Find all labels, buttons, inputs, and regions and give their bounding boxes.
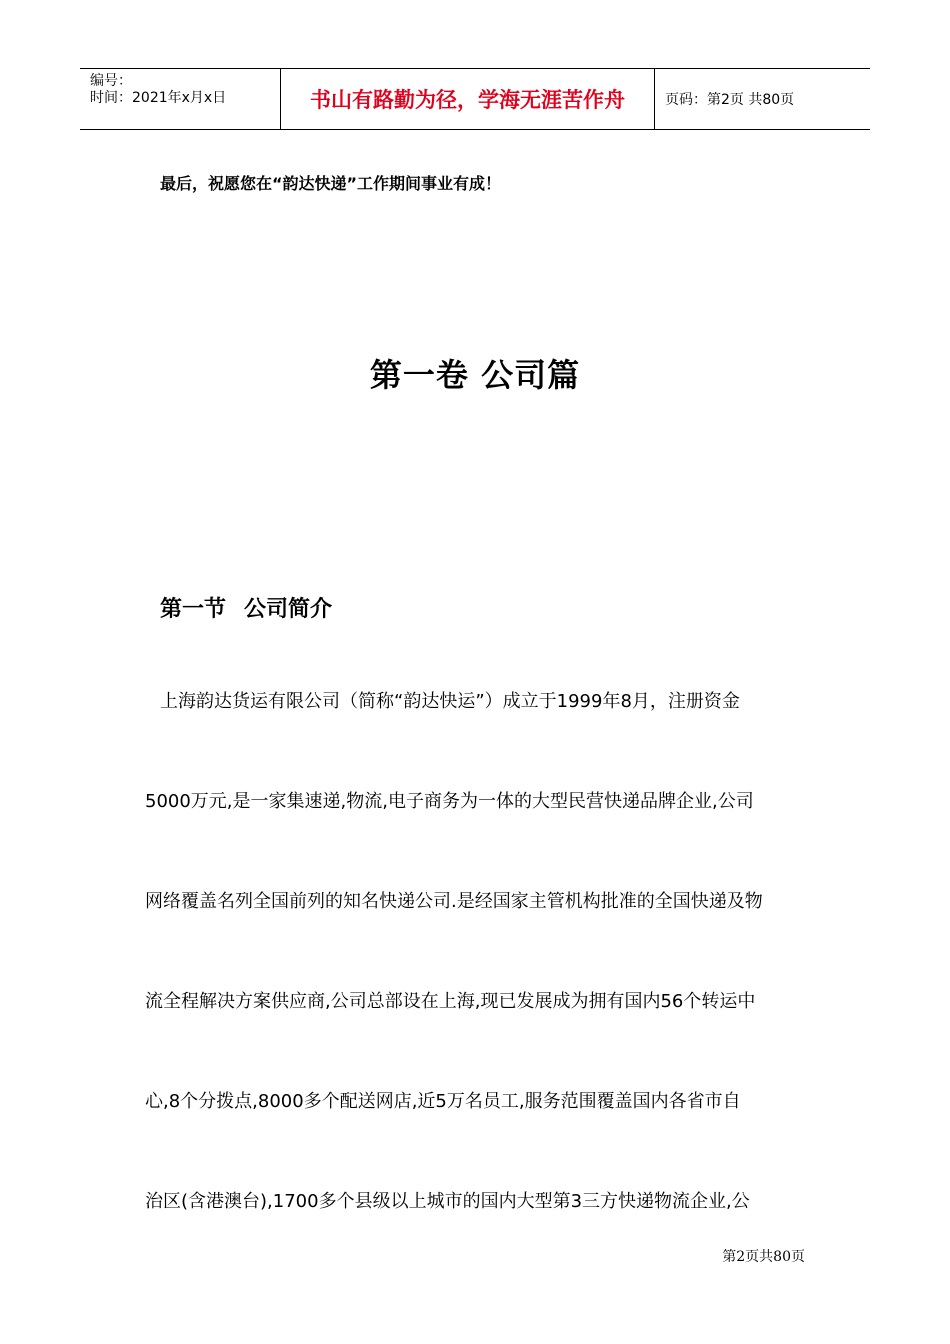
paragraph-line: 心,8个分拨点,8000多个配送网店,近5万名员工,服务范围覆盖国内各省市自 bbox=[145, 1091, 741, 1112]
paragraph-line: 流全程解决方案供应商,公司总部设在上海,现已发展成为拥有国内56个转运中 bbox=[145, 991, 756, 1012]
volume-title: 第一卷 公司篇 bbox=[369, 356, 581, 394]
section-title: 公司简介 bbox=[244, 597, 333, 622]
header-page-label: 页码：第2页 共80页 bbox=[665, 92, 795, 108]
header-page-indicator bbox=[655, 69, 870, 129]
page-footer: 第2页共80页 bbox=[722, 1249, 805, 1265]
paragraph-line: 网络覆盖名列全国前列的知名快递公司.是经国家主管机构批准的全国快递及物 bbox=[145, 891, 763, 912]
document-time-label: 时间：2021年x月x日 bbox=[90, 90, 227, 106]
section-heading bbox=[160, 592, 332, 623]
header-meta bbox=[80, 69, 281, 129]
paragraph-line: 治区(含港澳台),1700多个县级以上城市的国内大型第3三方快递物流企业,公 bbox=[145, 1191, 750, 1212]
paragraph-line: 上海韵达货运有限公司（简称“韵达快运”）成立于1999年8月，注册资金 bbox=[160, 691, 740, 712]
paragraph-line: 5000万元,是一家集速递,物流,电子商务为一体的大型民营快递品牌企业,公司 bbox=[145, 791, 754, 812]
page-header bbox=[80, 68, 870, 130]
header-motto: 书山有路勤为径，学海无涯苦作舟 bbox=[281, 69, 655, 129]
blessing-text: 最后，祝愿您在“韵达快递”工作期间事业有成！ bbox=[160, 174, 502, 193]
document-number-label: 编号： bbox=[90, 73, 132, 89]
section-number: 第一节 bbox=[160, 597, 227, 622]
